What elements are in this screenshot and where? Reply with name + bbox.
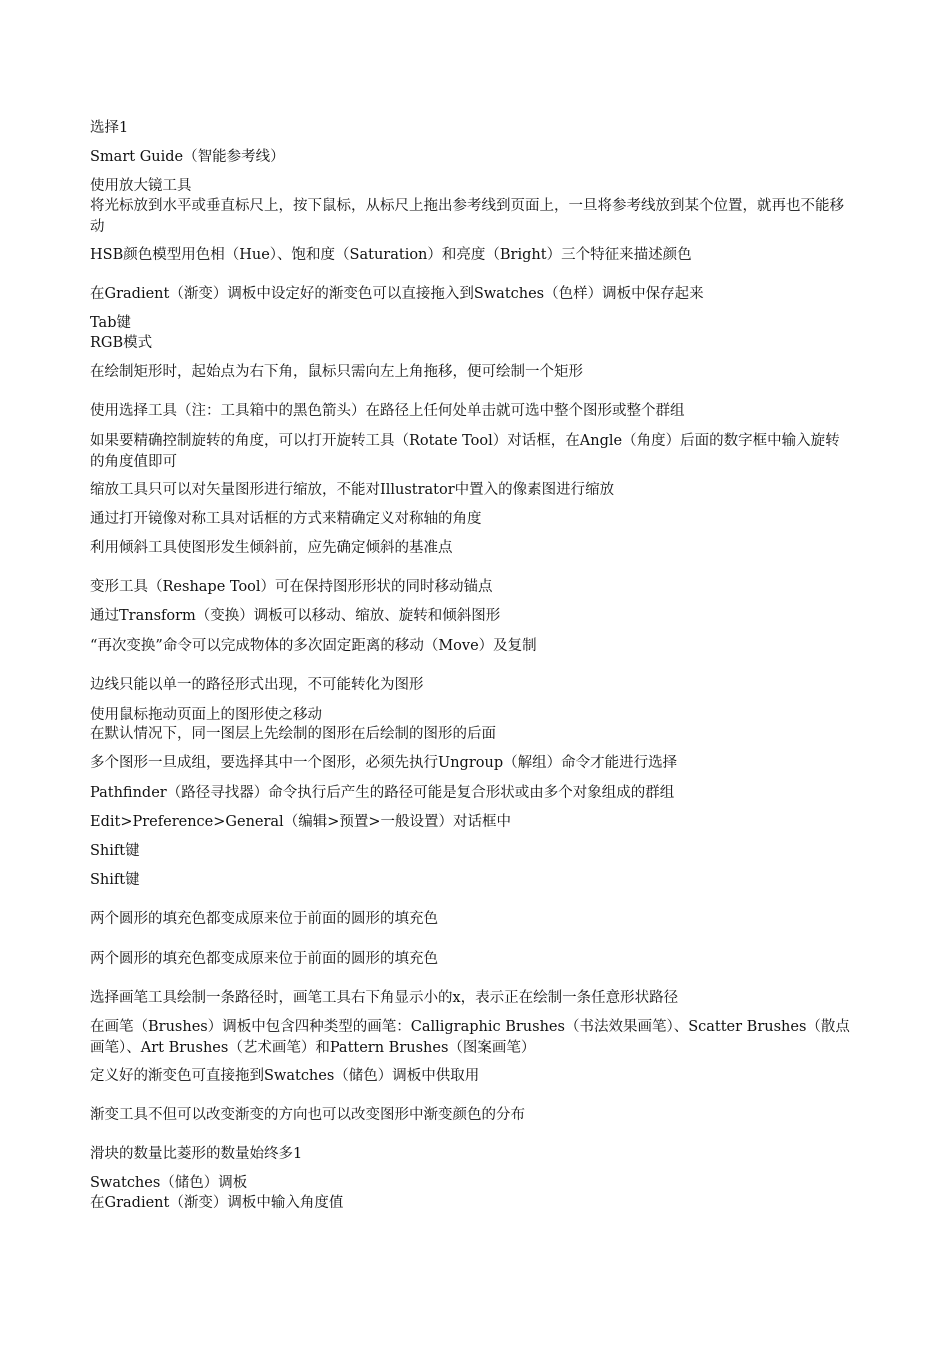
answer-line-12: 缩放工具只可以对矢量图形进行缩放，不能对Illustrator中置入的像素图进行缩放 xyxy=(90,482,615,498)
answer-line-6: 在Gradient（渐变）调板中设定好的渐变色可以直接拖入到Swatches（色样）调板中保存起来 xyxy=(90,286,704,302)
answer-line-27: 两个圆形的填充色都变成原来位于前面的圆形的填充色 xyxy=(90,951,438,967)
answer-line-1: 选择1 xyxy=(90,120,129,136)
answer-line-30: 定义好的渐变色可直接拖到Swatches（储色）调板中供取用 xyxy=(90,1068,480,1084)
answer-line-16: 通过Transform（变换）调板可以移动、缩放、旋转和倾斜图形 xyxy=(90,608,501,624)
answer-line-31: 渐变工具不但可以改变渐变的方向也可以改变图形中渐变颜色的分布 xyxy=(90,1107,525,1123)
answer-line-28: 选择画笔工具绘制一条路径时，画笔工具右下角显示小的x，表示正在绘制一条任意形状路径 xyxy=(90,990,679,1006)
answer-line-32: 滑块的数量比菱形的数量始终多1 xyxy=(90,1146,303,1162)
answer-line-7: Tab键 xyxy=(90,315,131,331)
answer-line-26: 两个圆形的填充色都变成原来位于前面的圆形的填充色 xyxy=(90,911,438,927)
answer-line-24: Shift键 xyxy=(90,843,140,859)
answer-line-4: 将光标放到水平或垂直标尺上，按下鼠标，从标尺上拖出参考线到页面上，一旦将参考线放到某个位置，就再也不能移动 xyxy=(90,198,844,235)
answer-line-34: 在Gradient（渐变）调板中输入角度值 xyxy=(90,1195,344,1211)
answer-line-25: Shift键 xyxy=(90,872,140,888)
answer-line-11: 如果要精确控制旋转的角度，可以打开旋转工具（Rotate Tool）对话框，在Angle（角度）后面的数字框中输入旋转的角度值即可 xyxy=(90,433,840,470)
answer-line-33: Swatches（储色）调板 xyxy=(90,1175,248,1191)
answer-line-14: 利用倾斜工具使图形发生倾斜前，应先确定倾斜的基准点 xyxy=(90,540,453,556)
answer-line-2: Smart Guide（智能参考线） xyxy=(90,149,285,165)
answer-line-9: 在绘制矩形时，起始点为右下角，鼠标只需向左上角拖移，便可绘制一个矩形 xyxy=(90,364,583,380)
answer-line-29: 在画笔（Brushes）调板中包含四种类型的画笔：Calligraphic Brushes（书法效果画笔）、Scatter Brushes（散点画笔）、Art Brushes（艺术画笔）和Pattern Brushes（图案画笔） xyxy=(90,1019,850,1056)
answer-line-3: 使用放大镜工具 xyxy=(90,178,192,194)
answer-line-21: 多个图形一旦成组，要选择其中一个图形，必须先执行Ungroup（解组）命令才能进行选择 xyxy=(90,755,678,771)
answer-line-8: RGB模式 xyxy=(90,335,153,351)
answer-line-20: 在默认情况下，同一图层上先绘制的图形在后绘制的图形的后面 xyxy=(90,726,496,742)
answer-line-19: 使用鼠标拖动页面上的图形使之移动 xyxy=(90,707,322,723)
answer-line-5: HSB颜色模型用色相（Hue）、饱和度（Saturation）和亮度（Bright）三个特征来描述颜色 xyxy=(90,247,692,263)
answer-line-10: 使用选择工具（注：工具箱中的黑色箭头）在路径上任何处单击就可选中整个图形或整个群组 xyxy=(90,403,685,419)
answer-line-23: Edit>Preference>General（编辑>预置>一般设置）对话框中 xyxy=(90,814,511,830)
answer-line-15: 变形工具（Reshape Tool）可在保持图形形状的同时移动锚点 xyxy=(90,579,493,595)
answer-line-17: “再次变换”命令可以完成物体的多次固定距离的移动（Move）及复制 xyxy=(90,638,537,654)
answer-line-18: 边线只能以单一的路径形式出现，不可能转化为图形 xyxy=(90,677,424,693)
answer-line-13: 通过打开镜像对称工具对话框的方式来精确定义对称轴的角度 xyxy=(90,511,482,527)
answer-line-22: Pathfinder（路径寻找器）命令执行后产生的路径可能是复合形状或由多个对象组成的群组 xyxy=(90,785,675,801)
